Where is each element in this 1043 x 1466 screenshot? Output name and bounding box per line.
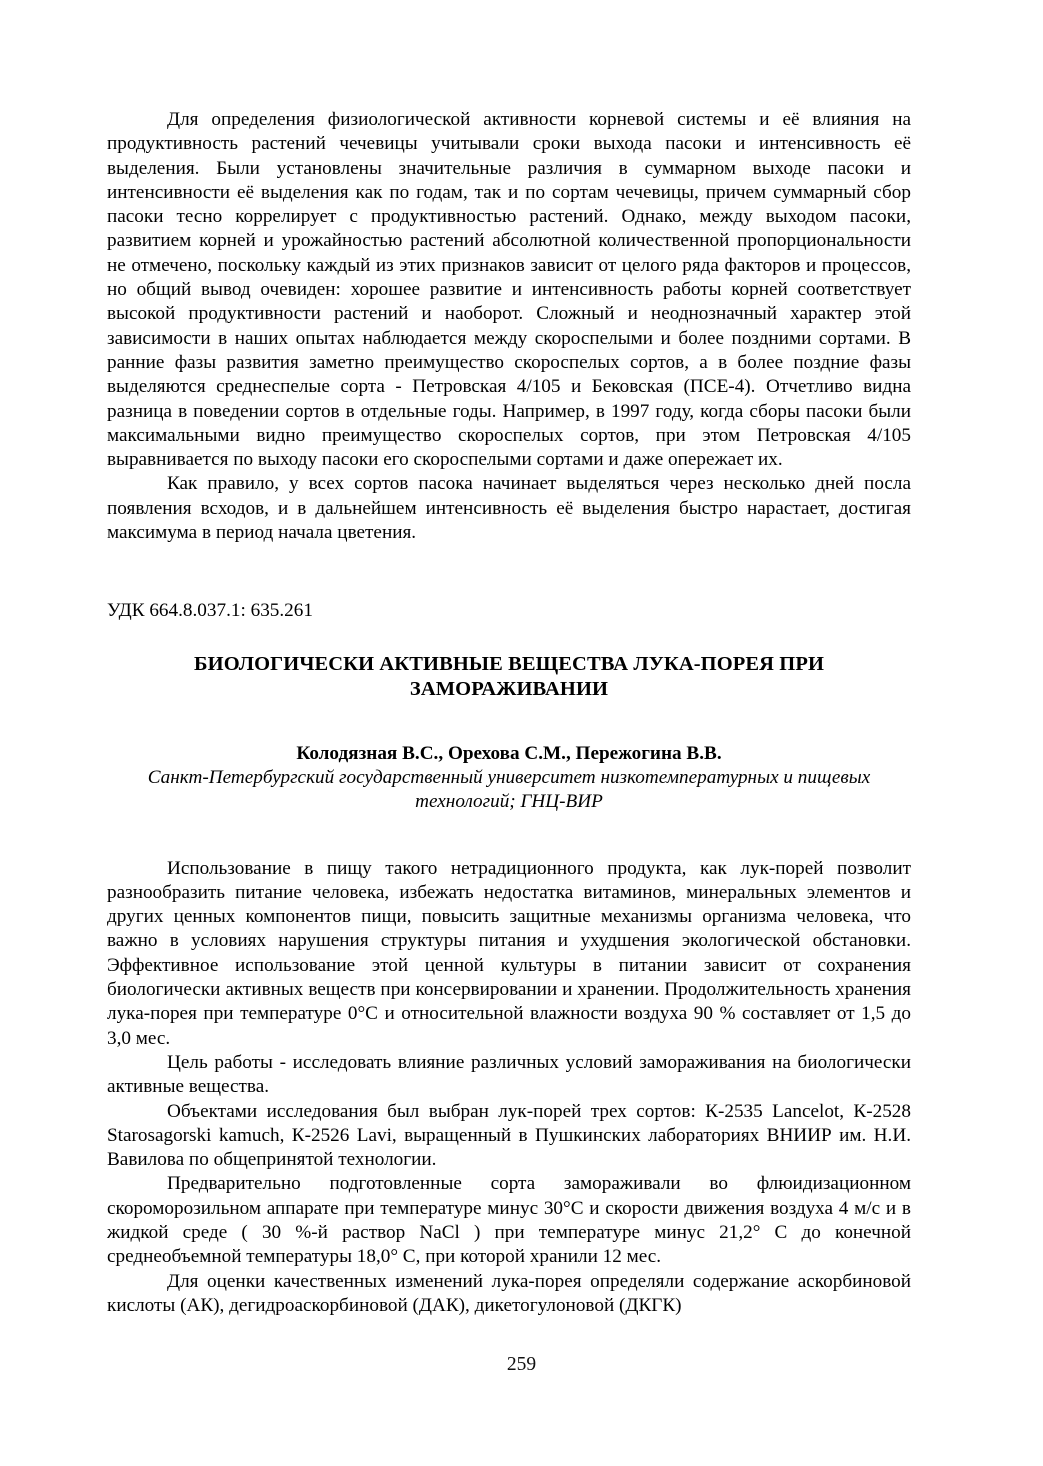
- body-paragraph: Предварительно подготовленные сорта замораживали во флюидизационном скороморозильном аппарате при температуре минус 30°С и скорости движения воздуха 4 м/с и в жидкой среде ( 30 %-й раствор NaCl ) при температуре минус 21,2° С до конечной среднеобъемной температуры 18,0° С, при которой хранили 12 мес.: [107, 1173, 911, 1268]
- udk-code: УДК 664.8.037.1: 635.261: [107, 600, 313, 622]
- page-text-column: [107, 108, 911, 1318]
- body-paragraph: Для определения физиологической активности корневой системы и её влияния на продуктивность растений чечевицы учитывали сроки выхода пасоки и интенсивность её выделения. Были установлены значительные различия в суммарном выходе пасоки и интенсивности её выделения как по годам, так и по сортам чечевицы, причем суммарный сбор пасоки тесно коррелирует с продуктивностью растений. Однако, между выходом пасоки, развитием корней и урожайностью растений абсолютной количественной пропорциональности не отмечено, поскольку каждый из этих признаков зависит от целого ряда факторов и процессов, но общий вывод очевиден: хорошее развитие и интенсивность работы корней соответствует высокой продуктивности растений и наоборот. Сложный и неоднозначный характер этой зависимости в наших опытах наблюдается между скороспелыми и более поздними сортами. В ранние фазы развития заметно преимущество скороспелых сортов, а в более поздние фазы выделяются среднеспелые сорта - Петровская 4/105 и Бековская (ПСЕ-4). Отчетливо видна разница в поведении сортов в отдельные годы. Например, в 1997 году, когда сборы пасоки были максимальными видно преимущество скороспелых сортов, при этом Петровская 4/105 выравнивается по выходу пасоки его скороспелыми сортами и даже опережает их.: [107, 109, 911, 471]
- article-authors: Колодязная В.С., Орехова С.М., Пережогина В.В.: [296, 742, 722, 764]
- body-paragraph: Использование в пищу такого нетрадиционного продукта, как лук-порей позволит разнообразить питание человека, избежать недостатка витаминов, минеральных элементов и других ценных компонентов пищи, повысить защитные механизмы организма человека, что важно в условиях нарушения структуры питания и ухудшения экологической обстановки. Эффективное использование этой ценной культуры в питании зависит от сохранения биологически активных веществ при консервировании и хранении. Продолжительность хранения лука-порея при температуре 0°С и относительной влажности воздуха 90 % составляет от 1,5 до 3,0 мес.: [107, 857, 911, 1049]
- body-paragraph: Как правило, у всех сортов пасока начинает выделяться через несколько дней посла появления всходов, и в дальнейшем интенсивность её выделения быстро нарастает, достигая максимума в период начала цветения.: [107, 473, 911, 544]
- body-paragraph: Объектами исследования был выбран лук-порей трех сортов: К-2535 Lancelot, К-2528 Starosagorski kamuch, К-2526 Lavi, выращенный в Пушкинских лабораториях ВНИИР им. Н.И. Вавилова по общепринятой технологии.: [107, 1100, 911, 1171]
- article-affiliation: Санкт-Петербургский государственный университет низкотемпературных и пищевых технологий; ГНЦ-ВИР: [147, 766, 871, 813]
- body-paragraph: Цель работы - исследовать влияние различных условий замораживания на биологически активные вещества.: [107, 1051, 911, 1098]
- article-title: [107, 652, 911, 702]
- article-title-line: БИОЛОГИЧЕСКИ АКТИВНЫЕ ВЕЩЕСТВА ЛУКА-ПОРЕЯ ПРИ: [194, 652, 824, 675]
- body-paragraph: Для оценки качественных изменений лука-порея определяли содержание аскорбиновой кислоты (АК), дегидроаскорбиновой (ДАК), дикетогулоновой (ДКГК): [107, 1270, 911, 1316]
- article-body: [107, 857, 911, 1319]
- article-title-line: ЗАМОРАЖИВАНИИ: [409, 677, 609, 700]
- page-number: 259: [506, 1354, 537, 1375]
